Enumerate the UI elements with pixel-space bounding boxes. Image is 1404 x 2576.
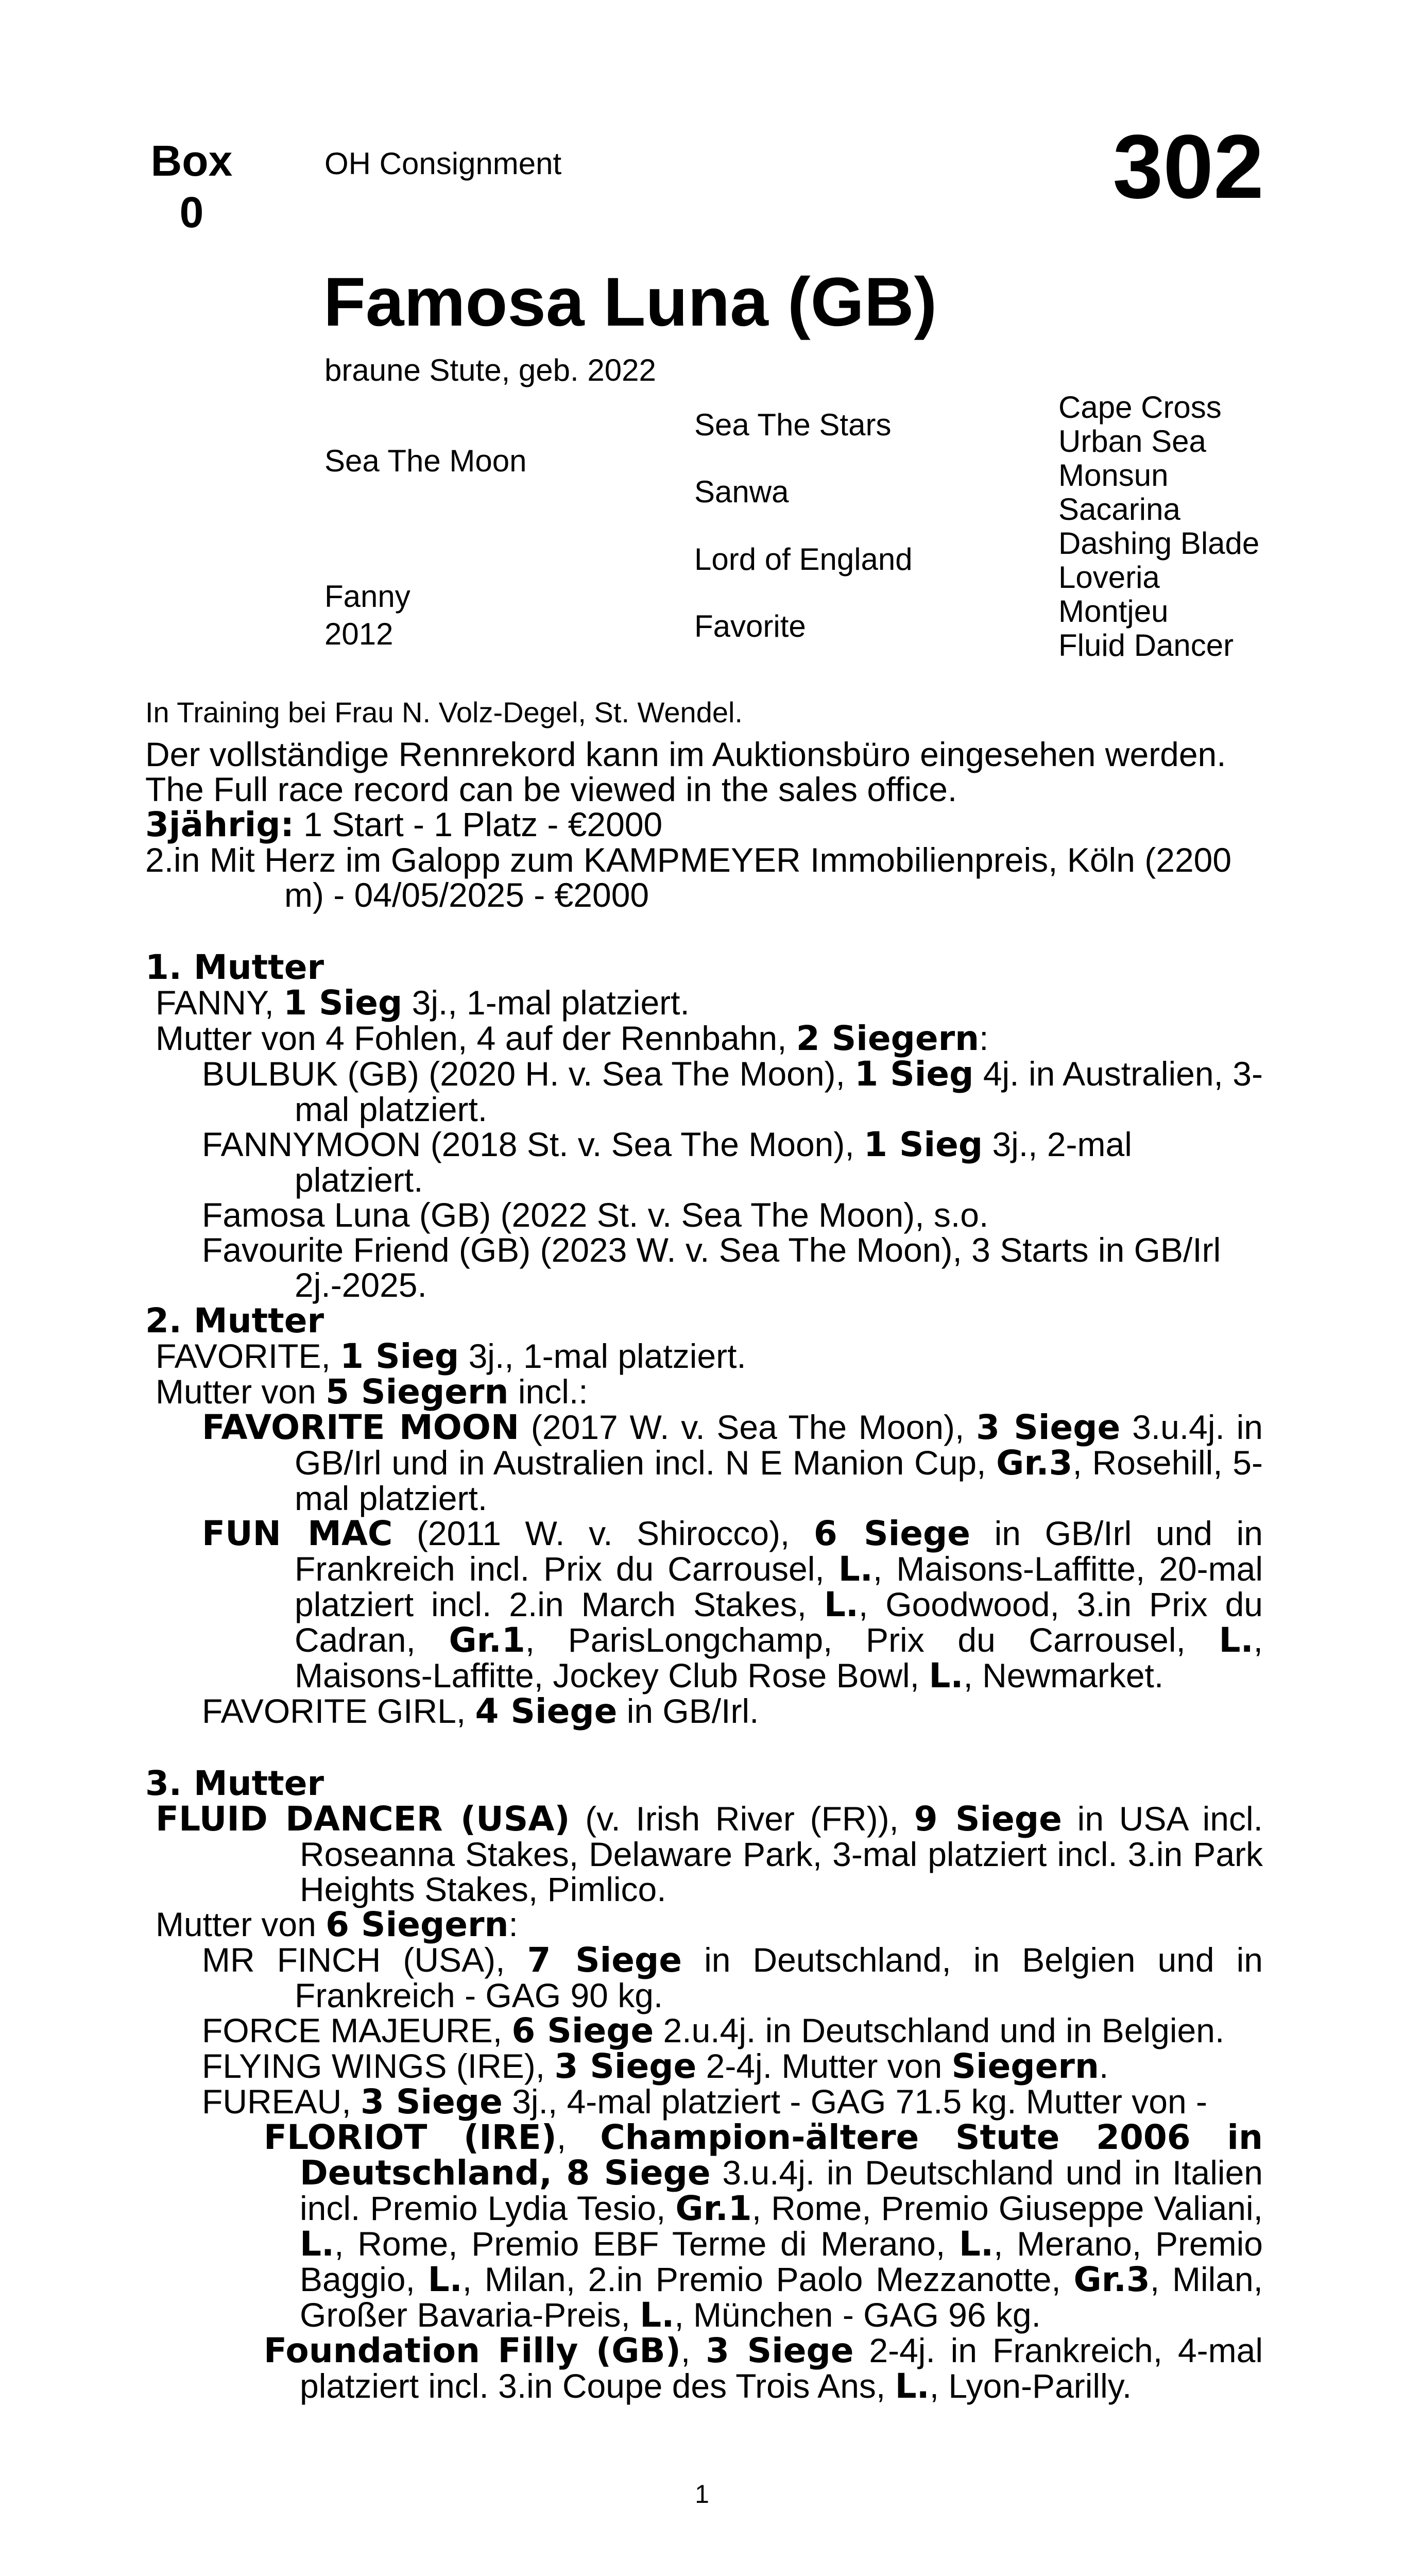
horse-description: braune Stute, geb. 2022 bbox=[324, 353, 656, 387]
pedigree-dam: Fanny bbox=[324, 579, 410, 614]
box-word: Box bbox=[150, 137, 233, 185]
dam3-grand-2: Foundation Filly (GB), 3 Siege 2-4j. in Frankreich, 4-mal platziert incl. 3.in Coupe des Trois Ans, L., Lyon-Parilly. bbox=[264, 2331, 1263, 2406]
horse-name: Famosa Luna (GB) bbox=[323, 264, 937, 341]
pedigree-dam-sire: Lord of England bbox=[694, 542, 913, 577]
dam2-summary: FAVORITE, 1 Sieg 3j., 1-mal platziert. bbox=[156, 1336, 746, 1376]
dam3-produce: Mutter von 6 Siegern: bbox=[156, 1905, 518, 1944]
dam2-offspring-1: FAVORITE MOON (2017 W. v. Sea The Moon), 3 Siege 3.u.4j. in GB/Irl und in Australien incl. N E Manion Cup, Gr.3, Rosehill, 5-mal platziert. bbox=[202, 1408, 1263, 1517]
pedigree-gen3-6: Loveria bbox=[1058, 560, 1160, 595]
dam1-heading: 1. Mutter bbox=[145, 947, 324, 987]
pedigree-gen3-8: Fluid Dancer bbox=[1058, 628, 1234, 663]
dam3-summary: FLUID DANCER (USA) (v. Irish River (FR)), 9 Siege in USA incl. Roseanna Stakes, Delaware Park, 3-mal platziert incl. 3.in Park Heights Stakes, Pimlico. bbox=[156, 1799, 1263, 1908]
record-age-line bbox=[145, 807, 1263, 842]
dam1-offspring-1: BULBUK (GB) (2020 H. v. Sea The Moon), 1 Sieg 4j. in Australien, 3-mal platziert. bbox=[202, 1054, 1263, 1128]
dam3-offspring-1: MR FINCH (USA), 7 Siege in Deutschland, in Belgien und in Frankreich - GAG 90 kg. bbox=[202, 1940, 1263, 2014]
training-note: In Training bei Frau N. Volz-Degel, St. Wendel. bbox=[145, 696, 743, 728]
record-note-de: Der vollständige Rennrekord kann im Auktionsbüro eingesehen werden. bbox=[145, 735, 1226, 773]
pedigree-gen3-1: Cape Cross bbox=[1058, 390, 1222, 425]
pedigree-gen3-5: Dashing Blade bbox=[1058, 526, 1260, 561]
dam3-grand-1: FLORIOT (IRE), Champion-ältere Stute 2006 in Deutschland, 8 Siege 3.u.4j. in Deutschland und in Italien incl. Premio Lydia Tesio, Gr.1, Rome, Premio Giuseppe Valiani, L., Rome, Premio EBF Terme di Merano, L., Merano, Premio Baggio, L., Milan, 2.in Premio Paolo Mezzanotte, Gr.3, Milan, Großer Bavaria-Preis, L., München - GAG 96 kg. bbox=[264, 2117, 1263, 2335]
record-note-en: The Full race record can be viewed in the sales office. bbox=[145, 770, 957, 808]
box-label bbox=[145, 135, 238, 238]
dam3-heading: 3. Mutter bbox=[145, 1764, 324, 1803]
pedigree-gen3-4: Sacarina bbox=[1058, 492, 1180, 527]
race-record bbox=[145, 737, 1263, 912]
pedigree-gen3-3: Monsun bbox=[1058, 458, 1169, 493]
dam1-produce: Mutter von 4 Fohlen, 4 auf der Rennbahn, 2 Siegern: bbox=[156, 1019, 989, 1058]
pedigree-sire-sire: Sea The Stars bbox=[694, 408, 892, 442]
pedigree-sire-dam: Sanwa bbox=[694, 474, 789, 509]
dam3-offspring-4: FUREAU, 3 Siege 3j., 4-mal platziert - GAG 71.5 kg. Mutter von - bbox=[202, 2082, 1208, 2122]
dam2-offspring-3: FAVORITE GIRL, 4 Siege in GB/Irl. bbox=[202, 1691, 759, 1731]
dam2-heading: 2. Mutter bbox=[145, 1301, 324, 1341]
pedigree-dam-dam: Favorite bbox=[694, 609, 806, 643]
record-age-stats: 1 Start - 1 Platz - €2000 bbox=[294, 805, 663, 843]
record-placing: 2.in Mit Herz im Galopp zum KAMPMEYER Immobilienpreis, Köln (2200 m) - 04/05/2025 - €2000 bbox=[145, 841, 1232, 914]
dam2-offspring-2: FUN MAC (2011 W. v. Shirocco), 6 Siege in GB/Irl und in Frankreich incl. Prix du Carrousel, L., Maisons-Laffitte, 20-mal platziert incl. 2.in March Stakes, L., Goodwood, 3.in Prix du Cadran, Gr.1, ParisLongchamp, Prix du Carrousel, L., Maisons-Laffitte, Jockey Club Rose Bowl, L., Newmarket. bbox=[202, 1514, 1263, 1696]
dam1-section bbox=[145, 947, 1263, 1304]
dam1-offspring-3: Famosa Luna (GB) (2022 St. v. Sea The Moon), s.o. bbox=[202, 1196, 989, 1234]
dam1-offspring-2: FANNYMOON (2018 St. v. Sea The Moon), 1 Sieg 3j., 2-mal platziert. bbox=[202, 1125, 1132, 1199]
dam3-offspring-3: FLYING WINGS (IRE), 3 Siege 2-4j. Mutter von Siegern. bbox=[202, 2046, 1109, 2086]
pedigree-gen3-2: Urban Sea bbox=[1058, 424, 1206, 459]
dam3-section bbox=[145, 1766, 1263, 2404]
dam2-section bbox=[145, 1303, 1263, 1729]
page-number: 1 bbox=[695, 2480, 709, 2509]
dam2-produce: Mutter von 5 Siegern incl.: bbox=[156, 1372, 588, 1412]
pedigree-dam-year: 2012 bbox=[324, 617, 393, 651]
box-number: 0 bbox=[179, 188, 204, 236]
lot-number: 302 bbox=[1112, 116, 1264, 217]
dam1-offspring-4: Favourite Friend (GB) (2023 W. v. Sea The Moon), 3 Starts in GB/Irl 2j.-2025. bbox=[202, 1231, 1221, 1304]
consignor: OH Consignment bbox=[324, 146, 562, 181]
record-age-label: 3jährig: bbox=[145, 805, 294, 844]
dam1-summary: FANNY, 1 Sieg 3j., 1-mal platziert. bbox=[156, 983, 690, 1023]
pedigree-gen3-7: Montjeu bbox=[1058, 594, 1169, 629]
dam3-offspring-2: FORCE MAJEURE, 6 Siege 2.u.4j. in Deutschland und in Belgien. bbox=[202, 2011, 1225, 2050]
pedigree-sire: Sea The Moon bbox=[324, 444, 527, 478]
